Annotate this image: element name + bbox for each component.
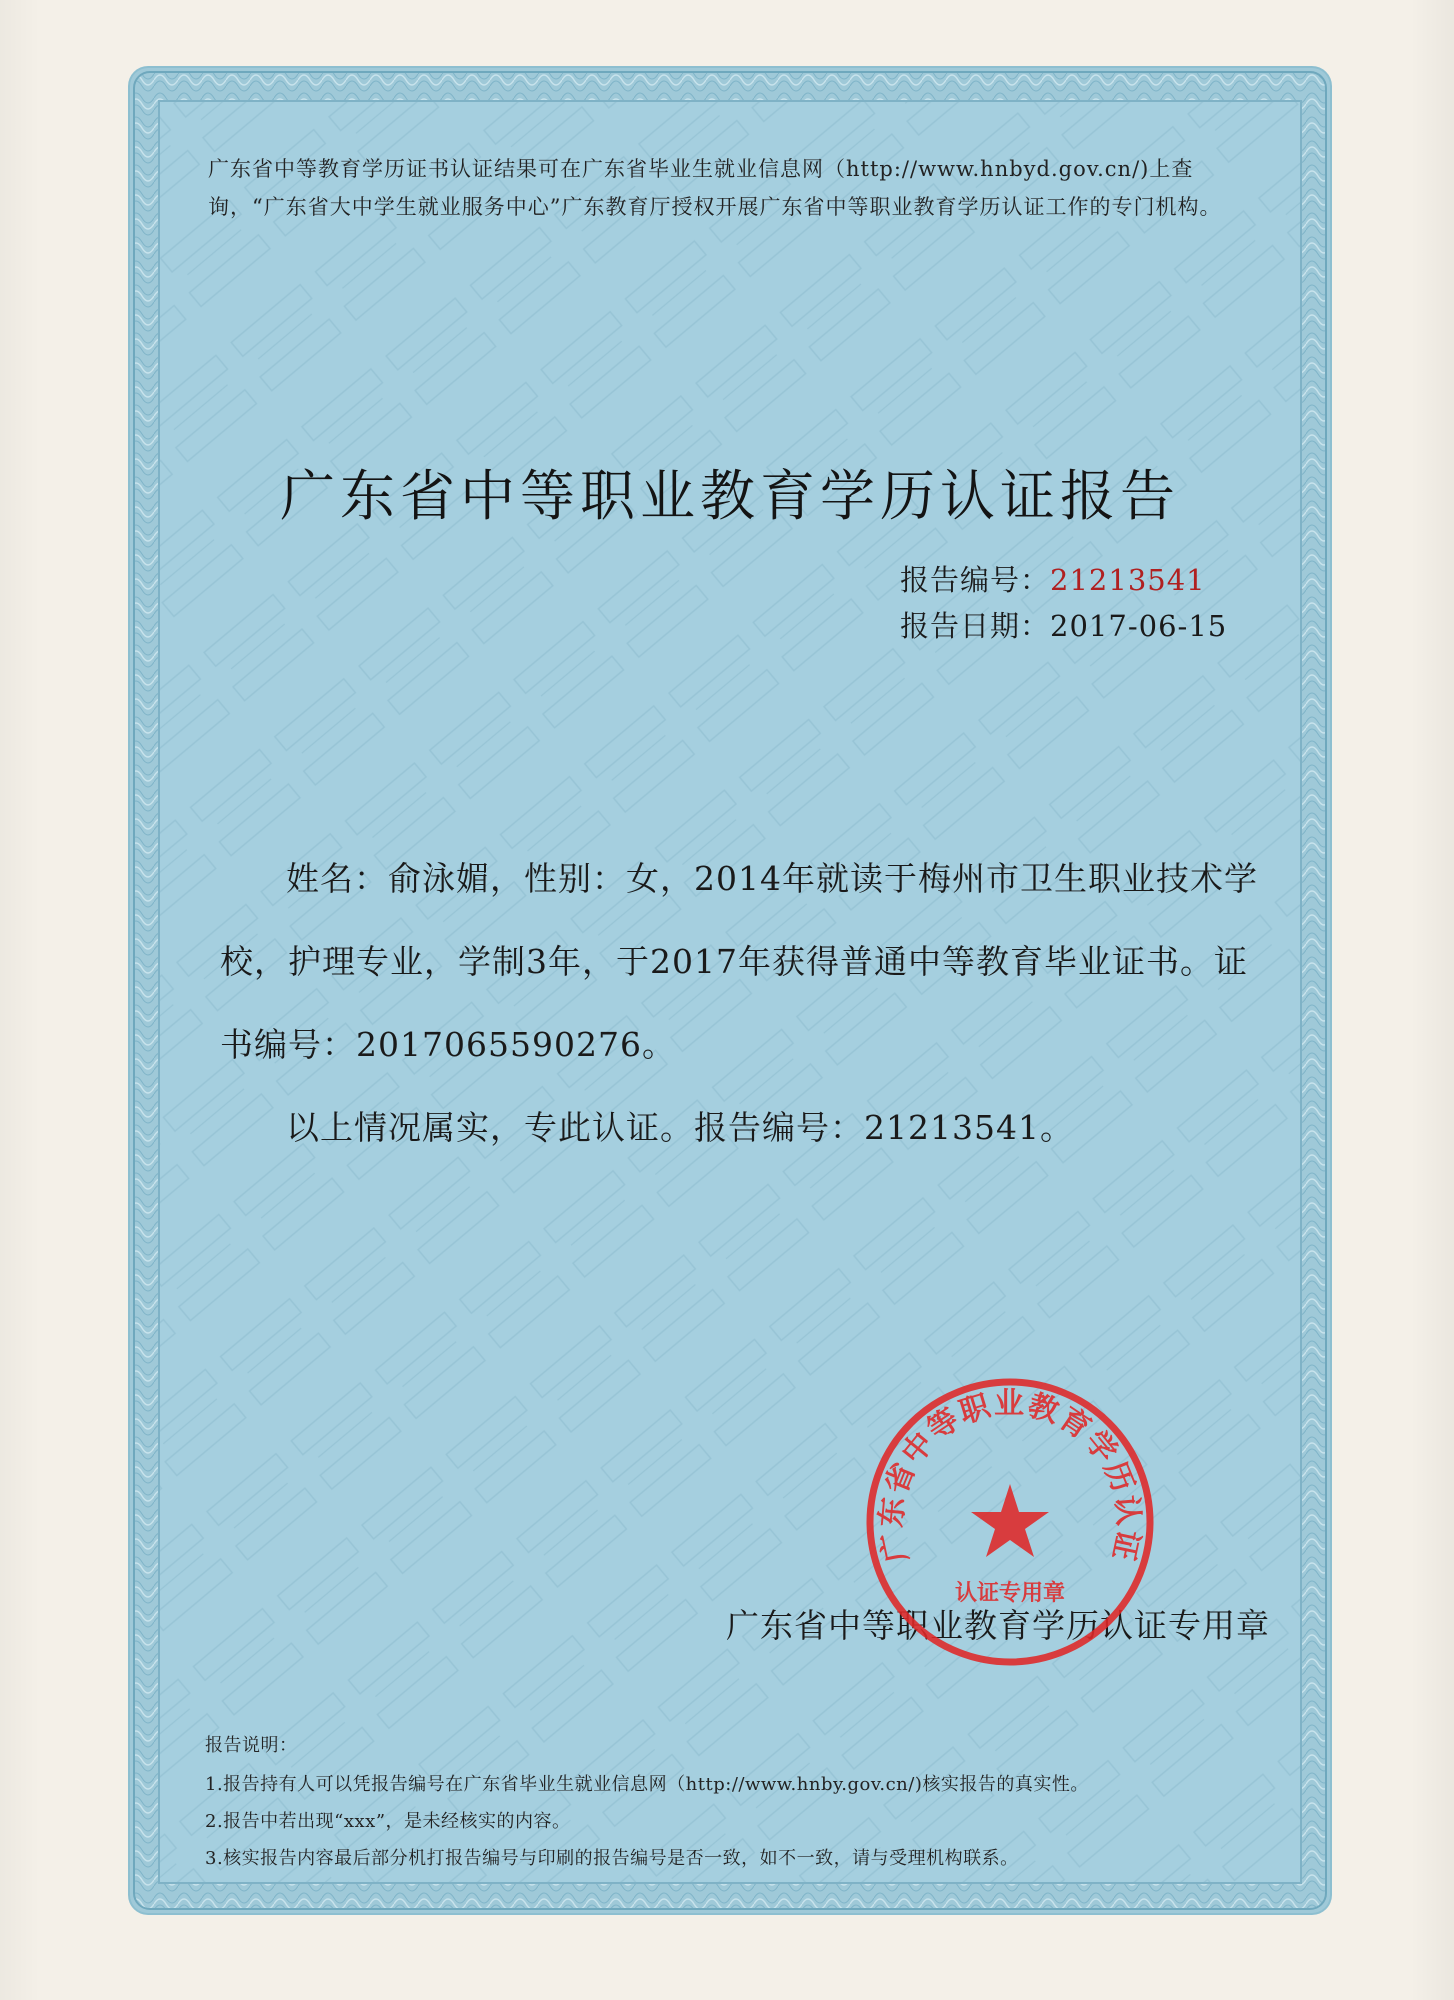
certificate-body [220,837,1260,1169]
body-paragraph-2: 以上情况属实，专此认证。报告编号：21213541。 [286,1108,1074,1147]
seal-center-text: 认证专用章 [954,1580,1066,1606]
report-date-value: 2017-06-15 [1050,609,1228,643]
body-paragraph-1: 姓名：俞泳媚，性别：女，2014年就读于梅州市卫生职业技术学校，护理专业，学制3年，于2017年获得普通中等教育毕业证书。证书编号：2017065590276。 [220,859,1258,1064]
report-meta [900,557,1227,649]
notes-item-3: 3.核实报告内容最后部分机打报告编号与印刷的报告编号是否一致，如不一致，请与受理机构联系。 [205,1848,1019,1869]
notes-item-2: 2.报告中若出现“xxx”，是未经核实的内容。 [205,1811,571,1832]
official-seal [860,1372,1160,1672]
notes-item-1: 1.报告持有人可以凭报告编号在广东省毕业生就业信息网（http://www.hnby.gov.cn/)核实报告的真实性。 [205,1774,1089,1795]
header-note: 广东省中等教育学历证书认证结果可在广东省毕业生就业信息网（http://www.hnbyd.gov.cn/)上查询，“广东省大中学生就业服务中心”广东教育厅授权开展广东省中等职业教育学历认证工作的专门机构。 [208,157,1222,219]
document-title: 广东省中等职业教育学历认证报告 [279,464,1180,528]
report-number-row [900,557,1227,603]
seal-star-icon [971,1484,1049,1557]
report-date-label: 报告日期： [900,609,1051,643]
seal-ring-text: 广东省中等职业教育学历认证 [874,1386,1146,1566]
report-date-row [900,603,1227,649]
notes-title: 报告说明： [205,1735,298,1756]
report-number-value: 21213541 [1050,563,1206,597]
report-notes [205,1727,1265,1877]
seal-label: 广东省中等职业教育学历认证专用章 [726,1606,1270,1645]
report-number-label: 报告编号： [900,563,1051,597]
certificate-panel [158,100,1302,1884]
